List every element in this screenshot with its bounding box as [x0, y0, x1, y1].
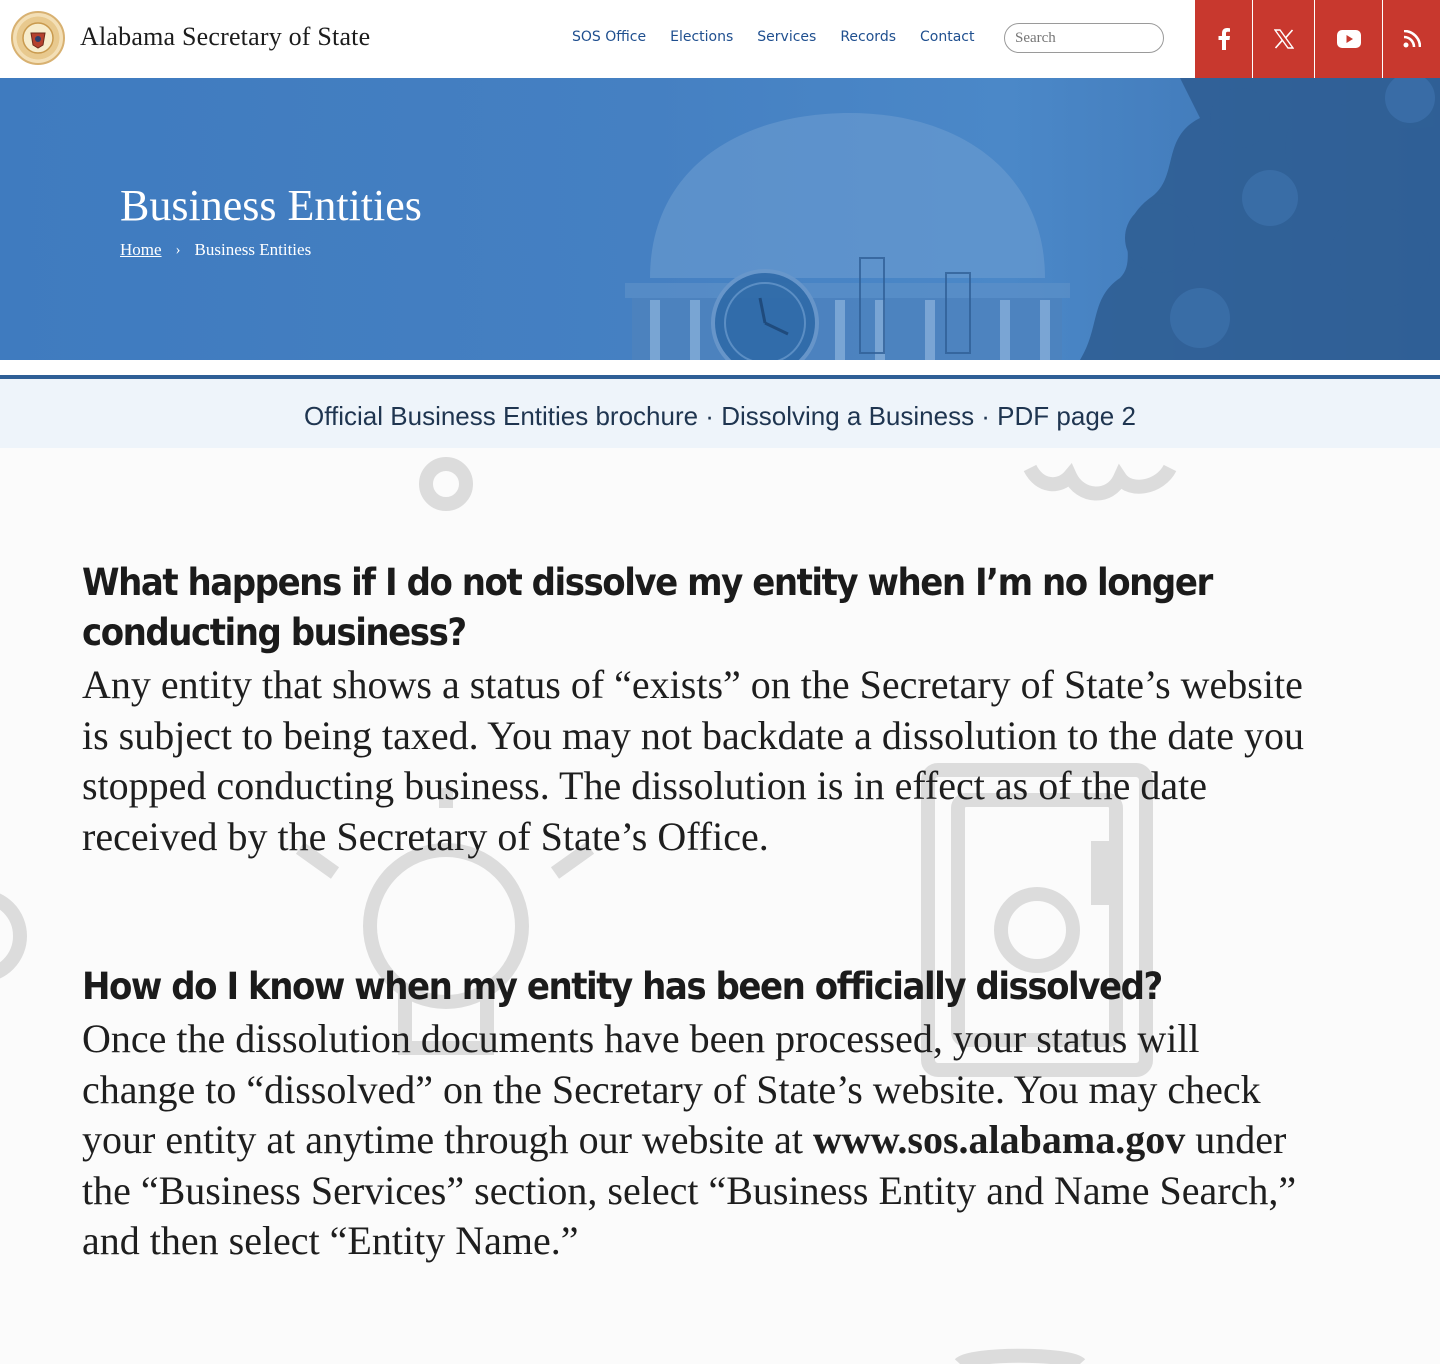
facebook-icon — [1217, 28, 1231, 50]
youtube-link[interactable] — [1315, 0, 1382, 78]
document-page — [0, 448, 1440, 1364]
x-icon — [1274, 29, 1294, 49]
site-title[interactable]: Alabama Secretary of State — [80, 22, 371, 51]
document-caption: Official Business Entities brochure · Dissolving a Business · PDF page 2 — [0, 379, 1440, 448]
circle-icon — [0, 896, 20, 976]
page-title: Business Entities — [120, 181, 422, 230]
nav-sos-office[interactable]: SOS Office — [572, 29, 647, 45]
breadcrumb-home-link[interactable]: Home — [120, 240, 162, 259]
gear-icon — [426, 464, 466, 504]
site-header — [0, 0, 1440, 78]
faq-answer-2 — [82, 1014, 1312, 1267]
nav-records[interactable]: Records — [840, 29, 896, 45]
facebook-link[interactable] — [1195, 0, 1252, 78]
state-seal-logo[interactable] — [11, 11, 65, 65]
nav-elections[interactable]: Elections — [670, 29, 734, 45]
hero-banner — [0, 78, 1440, 360]
breadcrumb — [120, 240, 311, 260]
nav-services[interactable]: Services — [757, 29, 817, 45]
rss-icon — [1403, 30, 1421, 48]
main-nav — [572, 29, 998, 45]
partial-icon — [960, 1356, 1080, 1364]
website-url: www.sos.alabama.gov — [812, 1117, 1186, 1162]
breadcrumb-current: Business Entities — [194, 240, 312, 259]
faq-answer-2-text-end: under the “Business Services” section, select “Business Entity and Name Search,” and then select “Entity Name.” — [82, 1117, 1297, 1263]
gear-icon — [1030, 468, 1170, 494]
rss-link[interactable] — [1383, 0, 1440, 78]
nav-contact[interactable]: Contact — [920, 29, 975, 45]
search-input[interactable] — [1004, 23, 1164, 53]
chevron-right-icon: › — [175, 241, 181, 258]
faq-question-2: How do I know when my entity has been officially dissolved? — [82, 965, 1162, 1008]
faq-question-1: What happens if I do not dissolve my entity when I’m no longer conducting business? — [82, 561, 1212, 654]
faq-answer-2-text: Once the dissolution documents have been processed, your status will change to “dissolved” on the Secretary of State’s website. You may check your entity at anytime through our website at — [82, 1016, 1261, 1162]
faq-answer-1: Any entity that shows a status of “exists” on the Secretary of State’s website is subject to being taxed. You may not backdate a dissolution to the date you stopped conducting business. The dissolution is in effect as of the date received by the Secretary of State’s Office. — [82, 662, 1305, 859]
x-link[interactable] — [1253, 0, 1314, 78]
youtube-icon — [1337, 30, 1361, 48]
seal-emblem-icon — [13, 13, 63, 63]
